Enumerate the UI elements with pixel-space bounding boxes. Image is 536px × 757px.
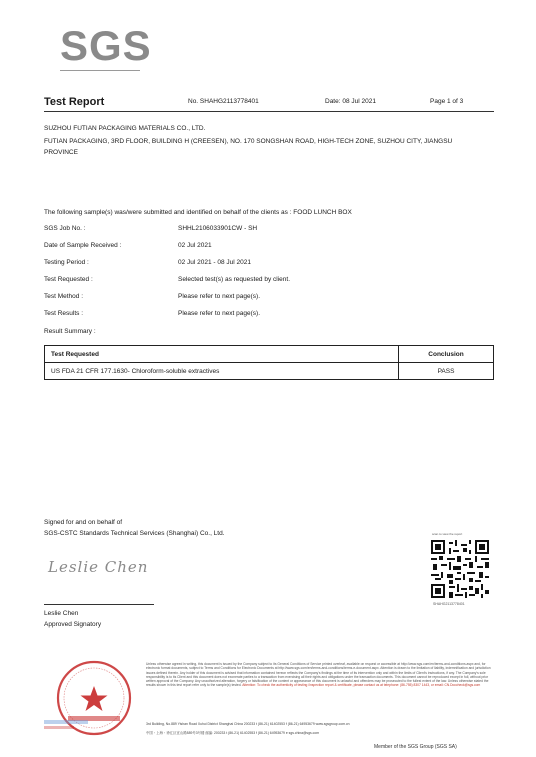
header-divider bbox=[44, 111, 494, 112]
field-label-date-received: Date of Sample Received : bbox=[44, 242, 122, 249]
signature-line bbox=[44, 604, 154, 605]
page-indicator: Page 1 of 3 bbox=[430, 98, 464, 105]
field-label-test-requested: Test Requested : bbox=[44, 276, 93, 283]
client-address: FUTIAN PACKAGING, 3RD FLOOR, BUILDING H (CREESEN), NO. 170 SONGSHAN ROAD, HIGH-TECH ZONE, SUZHOU CITY, JIANGSU PROVINCE bbox=[44, 138, 453, 156]
office-address-en: 3rd Building, No.889 Yishan Road Xuhui District Shanghai China 200233 t (86-21) 61402553 f (86-21) 64953679 www.sgsgroup.com.cn bbox=[146, 722, 350, 726]
client-name: SUZHOU FUTIAN PACKAGING MATERIALS CO., LTD. bbox=[44, 125, 206, 132]
qr-report-number: SHAHG2113778401 bbox=[433, 602, 465, 606]
signatory-name: Leslie Chen bbox=[44, 610, 79, 617]
sample-intro: The following sample(s) was/were submitted and identified on behalf of the clients as : FOOD LUNCH BOX bbox=[44, 209, 352, 216]
report-number: No. SHAHG2113778401 bbox=[188, 98, 259, 105]
qr-code-icon bbox=[431, 540, 489, 598]
logo-underline bbox=[60, 70, 140, 71]
footer-membership: Member of the SGS Group (SGS SA) bbox=[374, 744, 457, 750]
terms-text: Unless otherwise agreed in writing, this document is issued by the Company subject to its General Conditions of Service printed overleaf, available on request or accessible at http://www.sgs.com/en/terms-and-conditions.aspx and, for electronic format documents, subject to Terms and Conditions for Electronic Documents at http://www.sgs.com/en/terms-and-conditions/terms-e-document.aspx. Attention is drawn to the limitation of liability, indemnification and jurisdiction issues defined therein. Any holder of this document is advised that information contained hereon reflects the Company's findings at the time of its intervention only and within the limits of Client's instructions, if any. The Company's sole responsibility is to its Client and this document does not exonerate parties to a transaction from exercising all their rights and obligations under the transaction documents. This document cannot be reproduced except in full, without prior written approval of the Company. Any unauthorized alteration, forgery or falsification of the content or appearance of this document is unlawful and offenders may be prosecuted to the fullest extent of the law. Unless otherwise stated the results shown in this test report refer only to the sample(s) tested. bbox=[146, 662, 491, 688]
field-label-job-no: SGS Job No. : bbox=[44, 225, 86, 232]
field-value-test-method: Please refer to next page(s). bbox=[178, 293, 261, 300]
terms-fine-print bbox=[146, 662, 496, 688]
authenticity-warning: Attention: To check the authenticity of testing /inspection report & certificate, please contact us at telephone: (86-755) 8307 1443, or email: CN.Doccheck@sgs.com bbox=[242, 683, 481, 688]
table-row bbox=[45, 363, 494, 380]
qr-caption: scan to view the report bbox=[432, 532, 463, 536]
cell-test-requested: US FDA 21 CFR 177.1630- Chloroform-soluble extractives bbox=[45, 363, 399, 380]
column-header-test: Test Requested bbox=[45, 346, 399, 363]
handwritten-signature: Leslie Chen bbox=[48, 558, 149, 576]
field-label-test-method: Test Method : bbox=[44, 293, 84, 300]
result-summary-table bbox=[44, 345, 494, 380]
report-title: Test Report bbox=[44, 96, 105, 108]
signed-on-behalf: Signed for and on behalf of bbox=[44, 519, 123, 526]
signing-company: SGS-CSTC Standards Technical Services (Shanghai) Co., Ltd. bbox=[44, 530, 225, 537]
column-header-conclusion: Conclusion bbox=[399, 346, 494, 363]
field-label-test-results: Test Results : bbox=[44, 310, 84, 317]
field-value-testing-period: 02 Jul 2021 - 08 Jul 2021 bbox=[178, 259, 251, 266]
report-date: Date: 08 Jul 2021 bbox=[325, 98, 376, 105]
office-address-cn: 中国・上海・徐汇区宜山路889号3号楼 邮编: 200233 t (86-21) 61402553 f (86-21) 64953679 e sgs.china@sgs.com bbox=[146, 731, 320, 735]
field-label-testing-period: Testing Period : bbox=[44, 259, 89, 266]
cell-conclusion: PASS bbox=[399, 363, 494, 380]
sgs-logo: SGS bbox=[60, 22, 152, 69]
signatory-title: Approved Signatory bbox=[44, 621, 102, 628]
field-value-test-requested: Selected test(s) as requested by client. bbox=[178, 276, 291, 283]
field-value-job-no: SHHL2106033901CW - SH bbox=[178, 225, 258, 232]
result-summary-label: Result Summary : bbox=[44, 328, 96, 335]
table-header-row bbox=[45, 346, 494, 363]
company-seal-stamp-icon bbox=[44, 656, 144, 756]
field-value-test-results: Please refer to next page(s). bbox=[178, 310, 261, 317]
field-value-date-received: 02 Jul 2021 bbox=[178, 242, 212, 249]
